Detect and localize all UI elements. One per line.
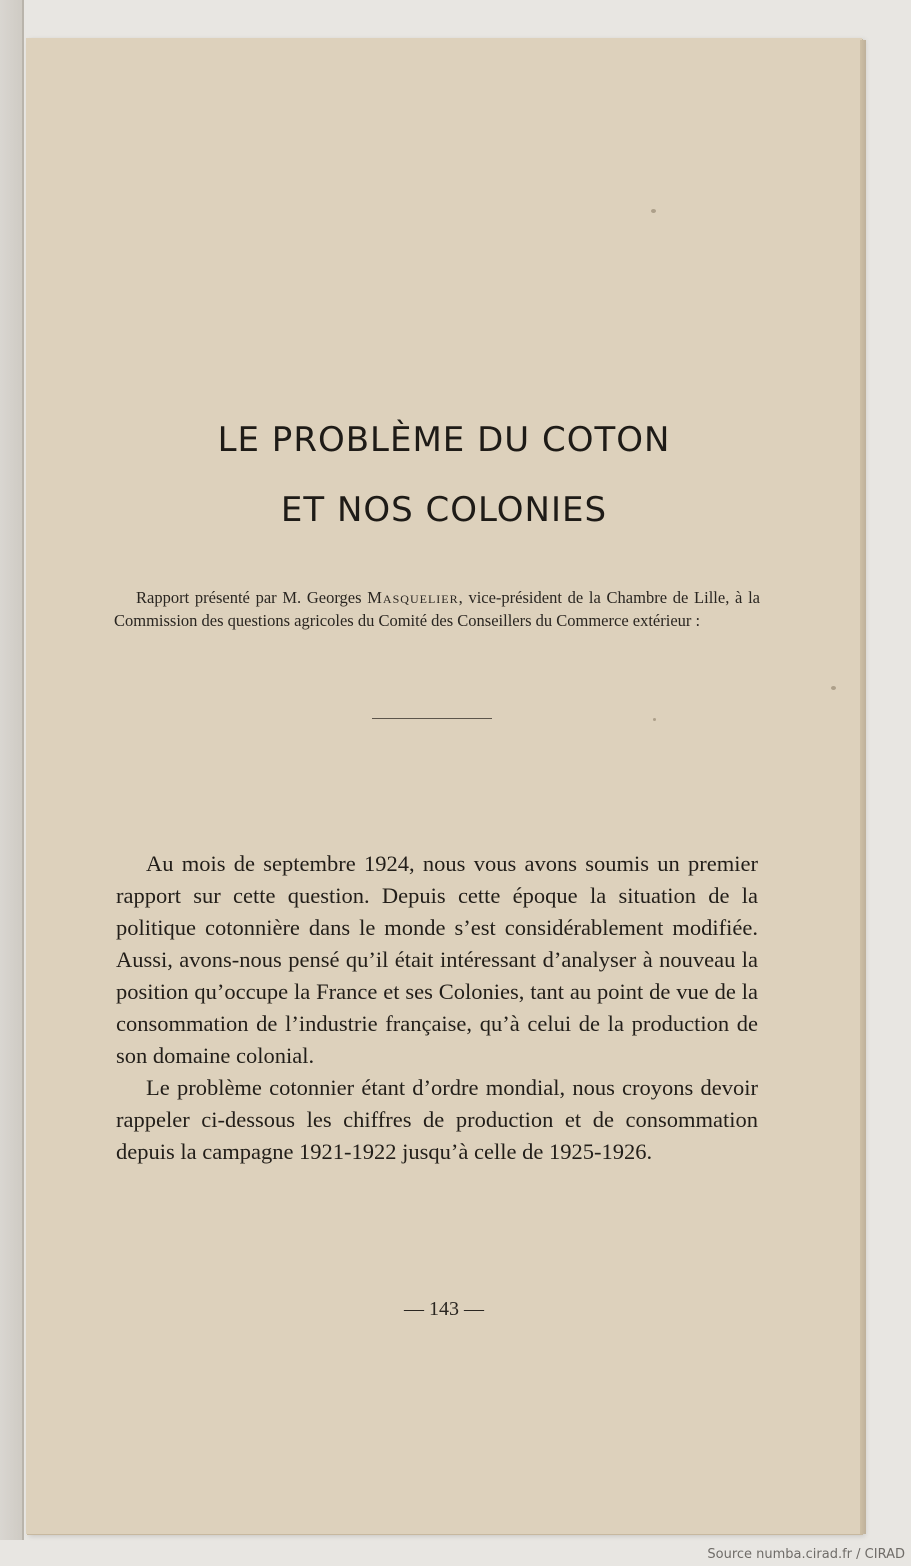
document-title-line-2: ET NOS COLONIES — [280, 490, 608, 530]
book-spine-line — [22, 0, 24, 1540]
body-paragraph-1: Au mois de septembre 1924, nous vous avons soumis un premier rapport sur cette question. Depuis cette époque la situation de la politique cotonnière dans le monde s’est considérablement modifiée. Aussi, avons-nous pensé qu’il était intéressant d’analyser à nouveau la position qu’occupe la France et ses Colonies, tant au point de vue de la consommation de l’industrie française, qu’à celui de la production de son domaine colonial. — [116, 851, 758, 1068]
paper-speck — [653, 718, 656, 721]
book-spine-edge — [0, 0, 22, 1540]
author-name: Masquelier — [367, 588, 459, 607]
page-number: — 143 — — [404, 1298, 484, 1320]
intro-prefix: Rapport présenté par M. Georges — [136, 588, 368, 607]
source-credit: Source numba.cirad.fr / CIRAD — [707, 1547, 905, 1562]
paper-speck — [651, 209, 656, 213]
intro-suffix: , vice-président de la Chambre de Lille, à la Commission des questions agricoles du Comité des Conseillers du Commerce extérieur : — [114, 588, 760, 630]
body-paragraph-2: Le problème cotonnier étant d’ordre mondial, nous croyons devoir rappeler ci-dessous les chiffres de production et de consommation depuis la campagne 1921-1922 jusqu’à celle de 1925-1926. — [116, 1075, 758, 1164]
separator-rule — [372, 718, 492, 719]
document-title-line-1: LE PROBLÈME DU COTON — [217, 420, 671, 460]
paper-speck — [831, 686, 836, 690]
report-introduction — [114, 586, 760, 632]
body-text — [116, 848, 758, 1168]
